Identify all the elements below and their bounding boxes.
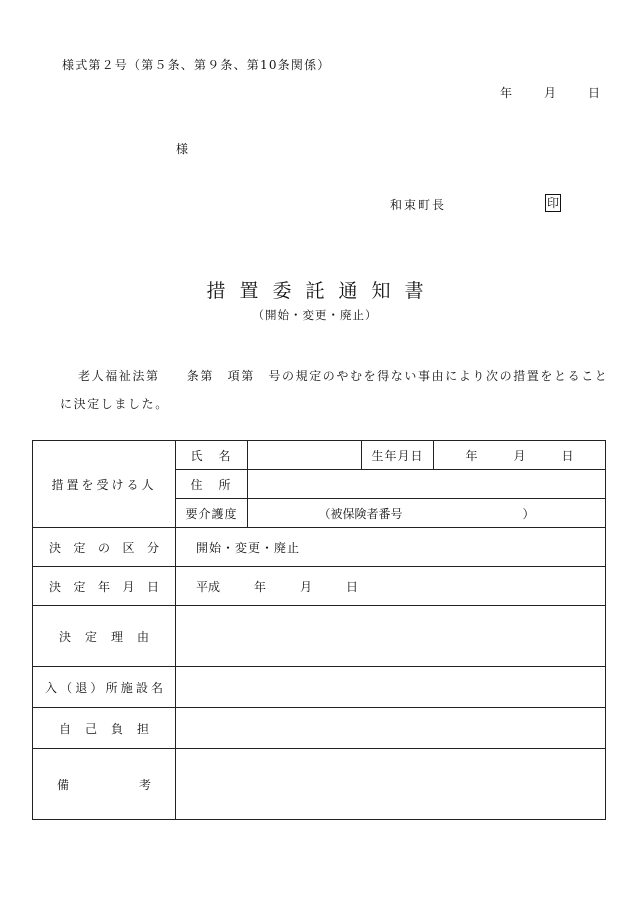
date-month-label: 月 xyxy=(543,86,556,100)
facility-field[interactable] xyxy=(176,667,606,708)
addressee-suffix: 様 xyxy=(176,142,189,156)
dob-field[interactable] xyxy=(434,441,606,470)
remarks-label: 備考 xyxy=(33,749,176,820)
issuer-name: 和束町長 xyxy=(390,198,447,212)
facility-label: 入（退）所施設名 xyxy=(33,667,176,708)
seal-mark: 印 xyxy=(547,196,560,210)
decision-reason-field[interactable] xyxy=(176,606,606,667)
decision-date-day: 日 xyxy=(346,579,359,594)
name-label: 氏 名 xyxy=(176,441,248,470)
recipient-label: 措置を受ける人 xyxy=(33,441,176,528)
table-row xyxy=(33,749,606,820)
date-year-label: 年 xyxy=(499,86,512,100)
self-pay-label: 自己負担 xyxy=(33,708,176,749)
notice-form-table xyxy=(32,440,606,820)
self-pay-field[interactable] xyxy=(176,708,606,749)
table-row xyxy=(33,441,606,470)
decision-type-label: 決定の区分 xyxy=(33,528,176,567)
document-title: 措置委託通知書 xyxy=(206,280,438,302)
dob-month-label: 月 xyxy=(513,448,526,463)
address-label: 住 所 xyxy=(176,470,248,499)
insured-number-field[interactable] xyxy=(248,499,606,528)
decision-date-month: 月 xyxy=(300,579,313,594)
notice-body xyxy=(60,362,610,418)
decision-date-field[interactable] xyxy=(176,567,606,606)
dob-year-label: 年 xyxy=(465,448,478,463)
table-row xyxy=(33,528,606,567)
table-row xyxy=(33,667,606,708)
date-day-label: 日 xyxy=(587,86,600,100)
decision-type-value[interactable]: 開始・変更・廃止 xyxy=(176,528,606,567)
dob-day-label: 日 xyxy=(561,448,574,463)
remarks-field[interactable] xyxy=(176,749,606,820)
table-row xyxy=(33,708,606,749)
decision-date-year: 年 xyxy=(254,579,267,594)
decision-date-label: 決定年月日 xyxy=(33,567,176,606)
table-row xyxy=(33,567,606,606)
decision-reason-label: 決定理由 xyxy=(33,606,176,667)
form-number: 様式第２号（第５条、第９条、第10条関係） xyxy=(62,58,331,72)
document-subtitle: （開始・変更・廃止） xyxy=(252,308,378,322)
insured-number-text: （被保険者番号 ） xyxy=(318,506,535,521)
issue-date xyxy=(500,84,600,101)
table-row xyxy=(33,606,606,667)
decision-date-era: 平成 xyxy=(196,579,221,594)
address-field[interactable] xyxy=(248,470,606,499)
name-field[interactable] xyxy=(248,441,362,470)
care-level-label: 要介護度 xyxy=(176,499,248,528)
dob-label: 生年月日 xyxy=(362,441,434,470)
notice-body-text: 老人福祉法第 条第 項第 号の規定のやむを得ない事由により次の措置をとることに決定しました。 xyxy=(60,369,609,411)
